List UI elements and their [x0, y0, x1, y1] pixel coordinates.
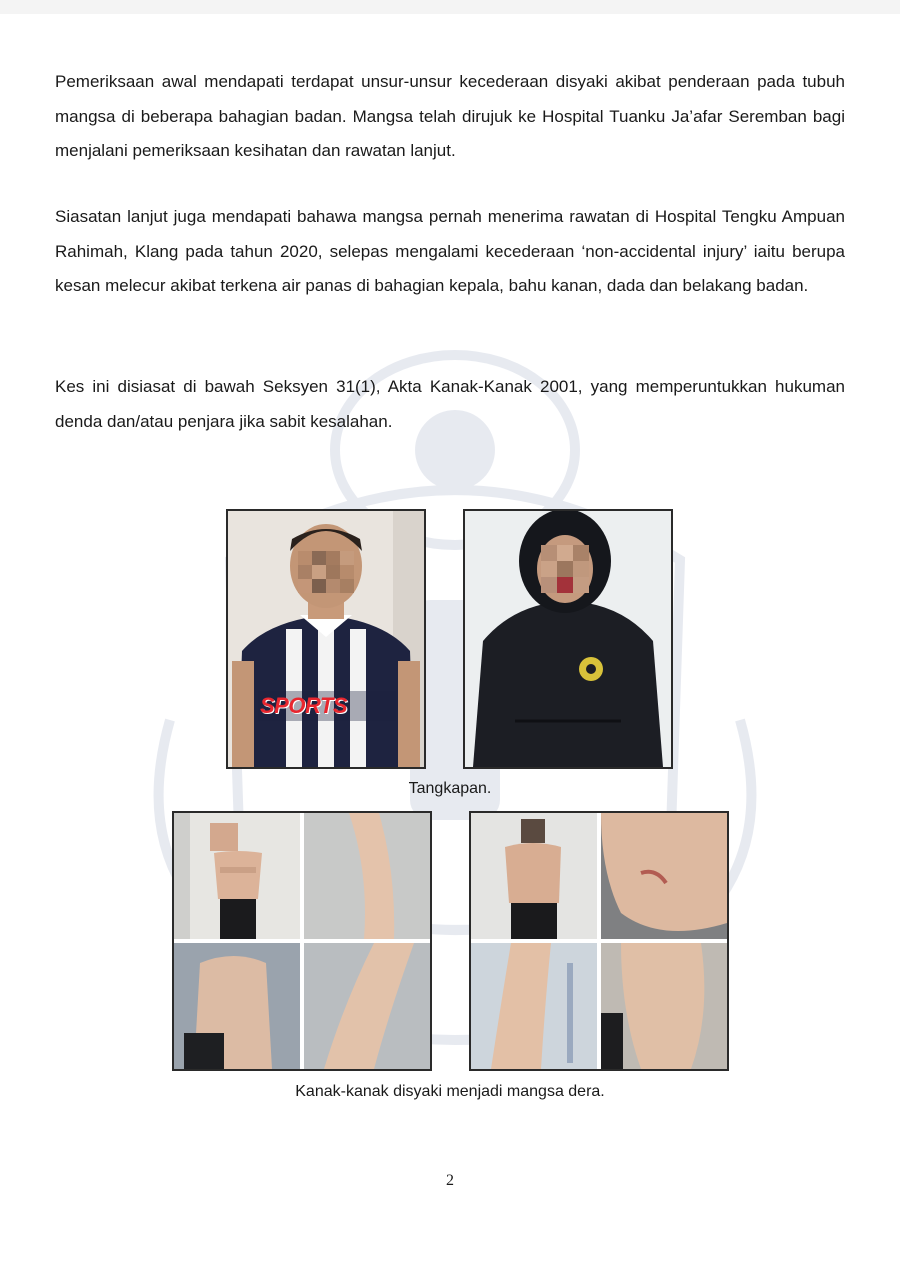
- paragraph-1: Pemeriksaan awal mendapati terdapat unsur-unsur kecederaan disyaki akibat penderaan pada tubuh mangsa di beberapa bahagian badan. Mangsa telah dirujuk ke Hospital Tuanku Ja’afar Seremban bagi menjalani pemeriksaan kesihatan dan rawatan lanjut.: [55, 72, 845, 160]
- shirt-print: SPORTS: [260, 693, 348, 718]
- page-number: 2: [446, 1172, 454, 1189]
- suspect-photo-male: [226, 509, 426, 769]
- caption-arrest: Tangkapan.: [408, 780, 492, 797]
- paragraph-3: Kes ini disiasat di bawah Seksyen 31(1), Akta Kanak-Kanak 2001, yang memperuntukkan hukuman denda dan/atau penjara jika sabit kesalahan.: [55, 377, 845, 431]
- victim-collage-back: [469, 811, 729, 1071]
- suspect-photo-female: [463, 509, 673, 769]
- paragraph-2: Siasatan lanjut juga mendapati bahawa mangsa pernah menerima rawatan di Hospital Tengku Ampuan Rahimah, Klang pada tahun 2020, selepas mengalami kecederaan ‘non-accidental injury’ iaitu berupa kesan melecur akibat terkena air panas di bahagian kepala, bahu kanan, dada dan belakang badan.: [55, 207, 845, 295]
- top-band: [0, 0, 900, 14]
- victim-collage-front: [172, 811, 432, 1071]
- caption-victim: Kanak-kanak disyaki menjadi mangsa dera.: [295, 1083, 605, 1100]
